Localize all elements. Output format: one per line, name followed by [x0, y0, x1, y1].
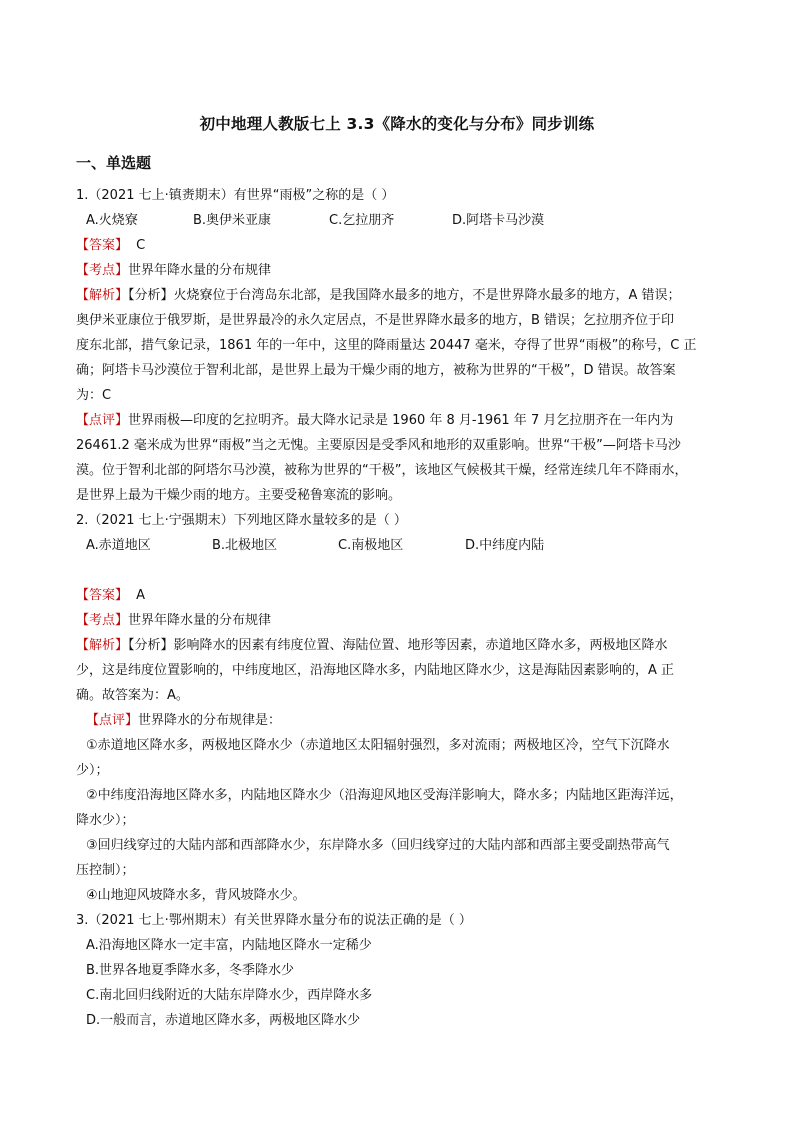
- q2-answer-tag: 【答案】: [76, 588, 129, 603]
- q2-option-a: A.赤道地区: [86, 538, 151, 553]
- q2-comment-line-4: ③回归线穿过的大陆内部和西部降水少，东岸降水多（回归线穿过的大陆内部和西部主要受副热带高气: [86, 838, 670, 853]
- q1-point-row: [76, 261, 726, 281]
- q2-analysis-row: [76, 636, 726, 656]
- q1-answer: C: [136, 238, 146, 253]
- question-2-stem: 2.（2021 七上·宁强期末）下列地区降水量较多的是（ ）: [76, 513, 407, 528]
- q1-option-a: A.火烧寮: [86, 213, 138, 228]
- q3-option-d: D.一般而言，赤道地区降水多，两极地区降水少: [86, 1013, 361, 1028]
- q2-analysis-sub: 【分析】: [128, 638, 174, 653]
- q3-option-b: B.世界各地夏季降水多，冬季降水少: [86, 963, 295, 978]
- q1-comment-line-1: 26461.2 毫米成为世界“雨极”当之无愧。主要原因是受季风和地形的双重影响。世界“干极”—阿塔卡马沙: [76, 438, 681, 453]
- q1-point: 世界年降水量的分布规律: [128, 263, 272, 278]
- q3-option-a: A.沿海地区降水一定丰富，内陆地区降水一定稀少: [86, 938, 372, 953]
- q1-comment-tag: 【点评】: [76, 413, 129, 428]
- q2-analysis-line-2: 确。故答案为：A。: [76, 688, 189, 703]
- q2-comment-line-2: ②中纬度沿海地区降水多，内陆地区降水少（沿海迎风地区受海洋影响大，降水多；内陆地区距海洋远，: [86, 788, 683, 803]
- q2-option-b: B.北极地区: [212, 538, 278, 553]
- q2-option-c: C.南极地区: [338, 538, 404, 553]
- q2-analysis-line-0: 影响降水的因素有纬度位置、海陆位置、地形等因素，赤道地区降水多，两极地区降水: [173, 638, 668, 653]
- q2-comment-lead: 世界降水的分布规律是：: [138, 713, 282, 728]
- q1-option-b: B.奥伊米亚康: [193, 213, 272, 228]
- q1-comment-line-3: 是世界上最为干燥少雨的地方。主要受秘鲁寒流的影响。: [76, 488, 402, 503]
- q2-option-d: D.中纬度内陆: [465, 538, 545, 553]
- q1-analysis-line-1: 奥伊米亚康位于俄罗斯，是世界最冷的永久定居点，不是世界降水最多的地方，B 错误；乞拉朋齐位于印: [76, 313, 675, 328]
- q1-analysis-row: [76, 286, 726, 306]
- q1-comment-line-2: 漠。位于智利北部的阿塔尔马沙漠，被称为世界的“干极”，该地区气候极其干燥，经常连续几年不降雨水，: [76, 463, 688, 478]
- question-1-stem: 1.（2021 七上·镇赉期末）有世界“雨极”之称的是（ ）: [76, 188, 395, 203]
- q2-comment-line-0: ①赤道地区降水多，两极地区降水少（赤道地区太阳辐射强烈，多对流雨；两极地区冷，空气下沉降水: [86, 738, 670, 753]
- q1-analysis-line-3: 确；阿塔卡马沙漠位于智利北部，是世界上最为干燥少雨的地方，被称为世界的“干极”，D 错误。故答案: [76, 363, 676, 378]
- q2-analysis-line-1: 少，这是纬度位置影响的，中纬度地区，沿海地区降水多，内陆地区降水少，这是海陆因素影响的，A 正: [76, 663, 675, 678]
- q2-analysis-tag: 【解析】: [76, 638, 129, 653]
- q1-point-tag: 【考点】: [76, 263, 129, 278]
- q1-analysis-line-4: 为：C: [76, 388, 112, 403]
- q2-comment-line-1: 少）；: [76, 763, 109, 778]
- q2-comment-row: [86, 711, 736, 731]
- q2-comment-tag: 【点评】: [86, 713, 139, 728]
- q1-analysis-tag: 【解析】: [76, 288, 129, 303]
- section-heading: 一、单选题: [76, 154, 152, 172]
- question-3-stem: 3.（2021 七上·鄂州期末）有关世界降水量分布的说法正确的是（ ）: [76, 913, 472, 928]
- q2-answer: A: [136, 588, 146, 603]
- q1-analysis-sub: 【分析】: [128, 288, 174, 303]
- q1-comment-line-0: 世界雨极—印度的乞拉明齐。最大降水记录是 1960 年 8 月-1961 年 7 月乞拉朋齐在一年内为: [128, 413, 674, 428]
- q2-comment-line-3: 降水少）；: [76, 813, 135, 828]
- q2-point: 世界年降水量的分布规律: [128, 613, 272, 628]
- q1-analysis-line-2: 度东北部，措气象记录，1861 年的一年中，这里的降雨量达 20447 毫米，夺得了世界“雨极”的称号，C 正: [76, 338, 697, 353]
- q1-option-d: D.阿塔卡马沙漠: [452, 213, 545, 228]
- page-title: 初中地理人教版七上 3.3《降水的变化与分布》同步训练: [199, 115, 595, 133]
- q3-option-c: C.南北回归线附近的大陆东岸降水少，西岸降水多: [86, 988, 373, 1003]
- q1-comment-row: [76, 411, 726, 431]
- q2-answer-row: [76, 586, 726, 606]
- q2-point-tag: 【考点】: [76, 613, 129, 628]
- q2-point-row: [76, 611, 726, 631]
- q1-answer-tag: 【答案】: [76, 238, 129, 253]
- q2-comment-line-6: ④山地迎风坡降水多，背风坡降水少。: [86, 888, 306, 903]
- q1-answer-row: [76, 236, 726, 256]
- q1-option-c: C.乞拉朋齐: [329, 213, 395, 228]
- q1-analysis-line-0: 火烧寮位于台湾岛东北部，是我国降水最多的地方，不是世界降水最多的地方，A 错误；: [173, 288, 681, 303]
- q2-comment-line-5: 压控制）；: [76, 863, 135, 878]
